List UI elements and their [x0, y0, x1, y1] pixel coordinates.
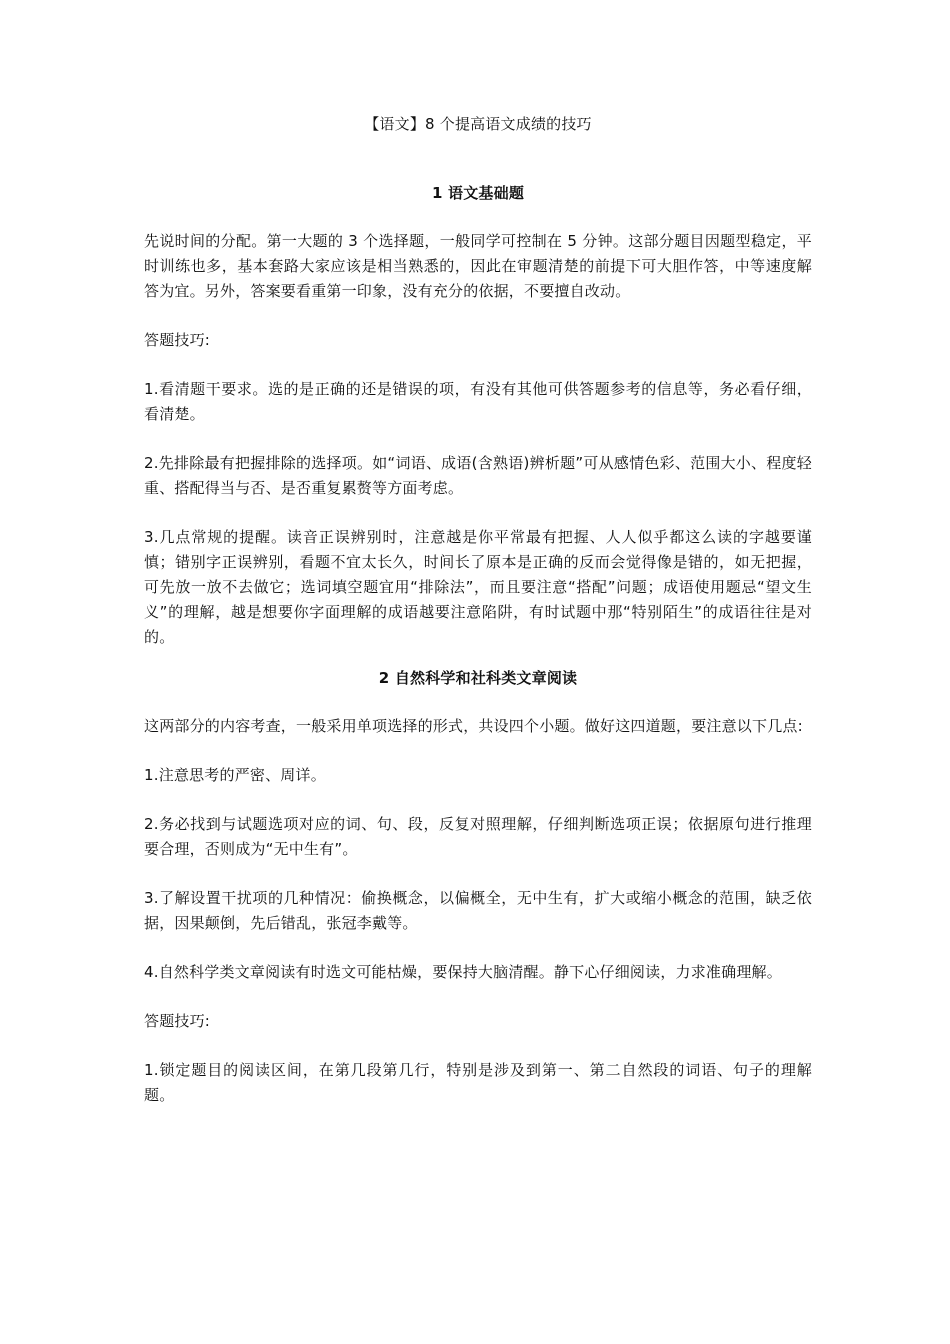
section-science-reading — [144, 666, 812, 1108]
paragraph-tips-label: 答题技巧: — [144, 331, 211, 349]
paragraph-tip-2: 2.先排除最有把握排除的选择项。如“词语、成语(含熟语)辨析题”可从感情色彩、范围大小、程度轻重、搭配得当与否、是否重复累赘等方面考虑。 — [144, 454, 812, 497]
paragraph-intro: 这两部分的内容考查，一般采用单项选择的形式，共设四个小题。做好这四道题，要注意以下几点: — [144, 717, 803, 735]
paragraph-point-4: 4.自然科学类文章阅读有时选文可能枯燥，要保持大脑清醒。静下心仔细阅读，力求准确理解。 — [144, 963, 782, 981]
paragraph-tips-label: 答题技巧: — [144, 1012, 211, 1030]
paragraph-point-1: 1.注意思考的严密、周详。 — [144, 766, 326, 784]
paragraph-point-3: 3.了解设置干扰项的几种情况：偷换概念，以偏概全，无中生有，扩大或缩小概念的范围，缺乏依据，因果颠倒，先后错乱，张冠李戴等。 — [144, 889, 812, 932]
section-heading: 1 语文基础题 — [431, 184, 525, 202]
document-title: 【语文】8 个提高语文成绩的技巧 — [364, 115, 592, 133]
paragraph-tip-3: 3.几点常规的提醒。读音正误辨别时，注意越是你平常最有把握、人人似乎都这么读的字越要谨慎；错别字正误辨别，看题不宜太长久，时间长了原本是正确的反而会觉得像是错的，如无把握，可先放一放不去做它；选词填空题宜用“排除法”，而且要注意“搭配”问题；成语使用题忌“望文生义”的理解，越是想要你字面理解的成语越要注意陷阱，有时试题中那“特别陌生”的成语往往是对的。 — [144, 528, 812, 646]
section-heading: 2 自然科学和社科类文章阅读 — [378, 669, 578, 687]
paragraph-tip-1: 1.锁定题目的阅读区间，在第几段第几行，特别是涉及到第一、第二自然段的词语、句子的理解题。 — [144, 1061, 812, 1104]
paragraph-tip-1: 1.看清题干要求。选的是正确的还是错误的项，有没有其他可供答题参考的信息等，务必看仔细，看清楚。 — [144, 380, 812, 423]
paragraph-time-allocation: 先说时间的分配。第一大题的 3 个选择题，一般同学可控制在 5 分钟。这部分题目因题型稳定，平时训练也多，基本套路大家应该是相当熟悉的，因此在审题清楚的前提下可大胆作答，中等速度解答为宜。另外，答案要看重第一印象，没有充分的依据，不要擅自改动。 — [144, 232, 812, 300]
section-basic-questions — [144, 181, 812, 650]
paragraph-point-2: 2.务必找到与试题选项对应的词、句、段，反复对照理解，仔细判断选项正误；依据原句进行推理要合理，否则成为“无中生有”。 — [144, 815, 812, 858]
document-body — [144, 112, 812, 1132]
